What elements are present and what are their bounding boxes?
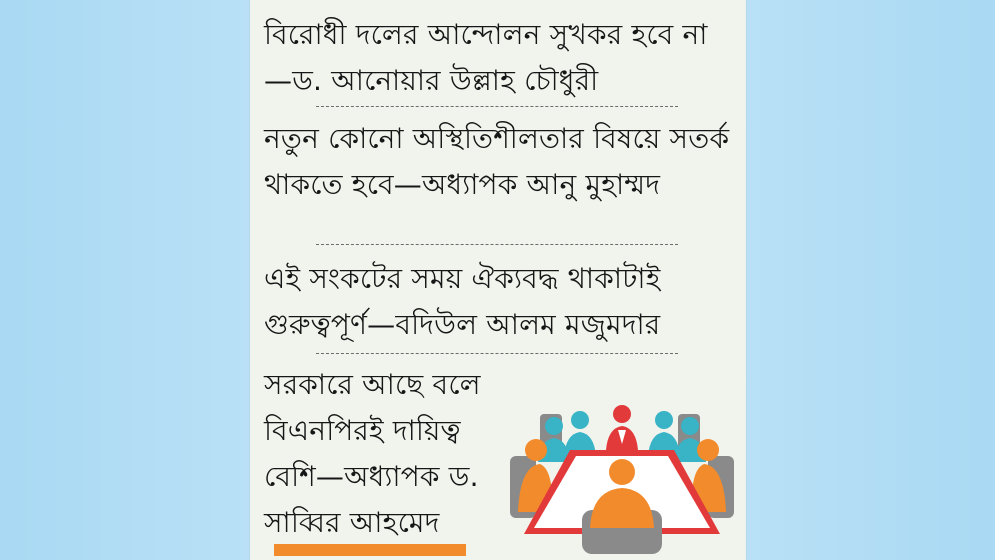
quote-text-2: নতুন কোনো অস্থিতিশীলতার বিষয়ে সতর্ক থাকতে হবে—অধ্যাপক আনু মুহাম্মদ	[264, 122, 730, 201]
quote-block-1	[264, 12, 734, 104]
quote-text-3: এই সংকটের সময় ঐক্যবদ্ধ থাকাটাই গুরুত্বপূর্ণ—বদিউল আলম মজুমদার	[264, 262, 661, 341]
quote-text-4: সরকারে আছে বলে বিএনপিরই দায়িত্ব বেশি—অধ্যাপক ড. সাব্বির আহমেদ	[264, 368, 481, 539]
divider-3	[316, 353, 678, 354]
divider-1	[316, 106, 678, 107]
quote-block-2	[264, 116, 734, 208]
person-back-midleft-icon	[564, 411, 596, 456]
person-back-midright-icon	[648, 411, 680, 456]
divider-2	[316, 244, 678, 245]
meeting-table-icon	[506, 400, 738, 556]
accent-bar	[274, 544, 466, 556]
person-head-icon	[606, 405, 638, 450]
quote-card	[250, 0, 746, 560]
quote-text-1: বিরোধী দলের আন্দোলন সুখকর হবে না—ড. আনোয়ার উল্লাহ চৌধুরী	[264, 18, 708, 97]
quote-block-3	[264, 256, 734, 348]
